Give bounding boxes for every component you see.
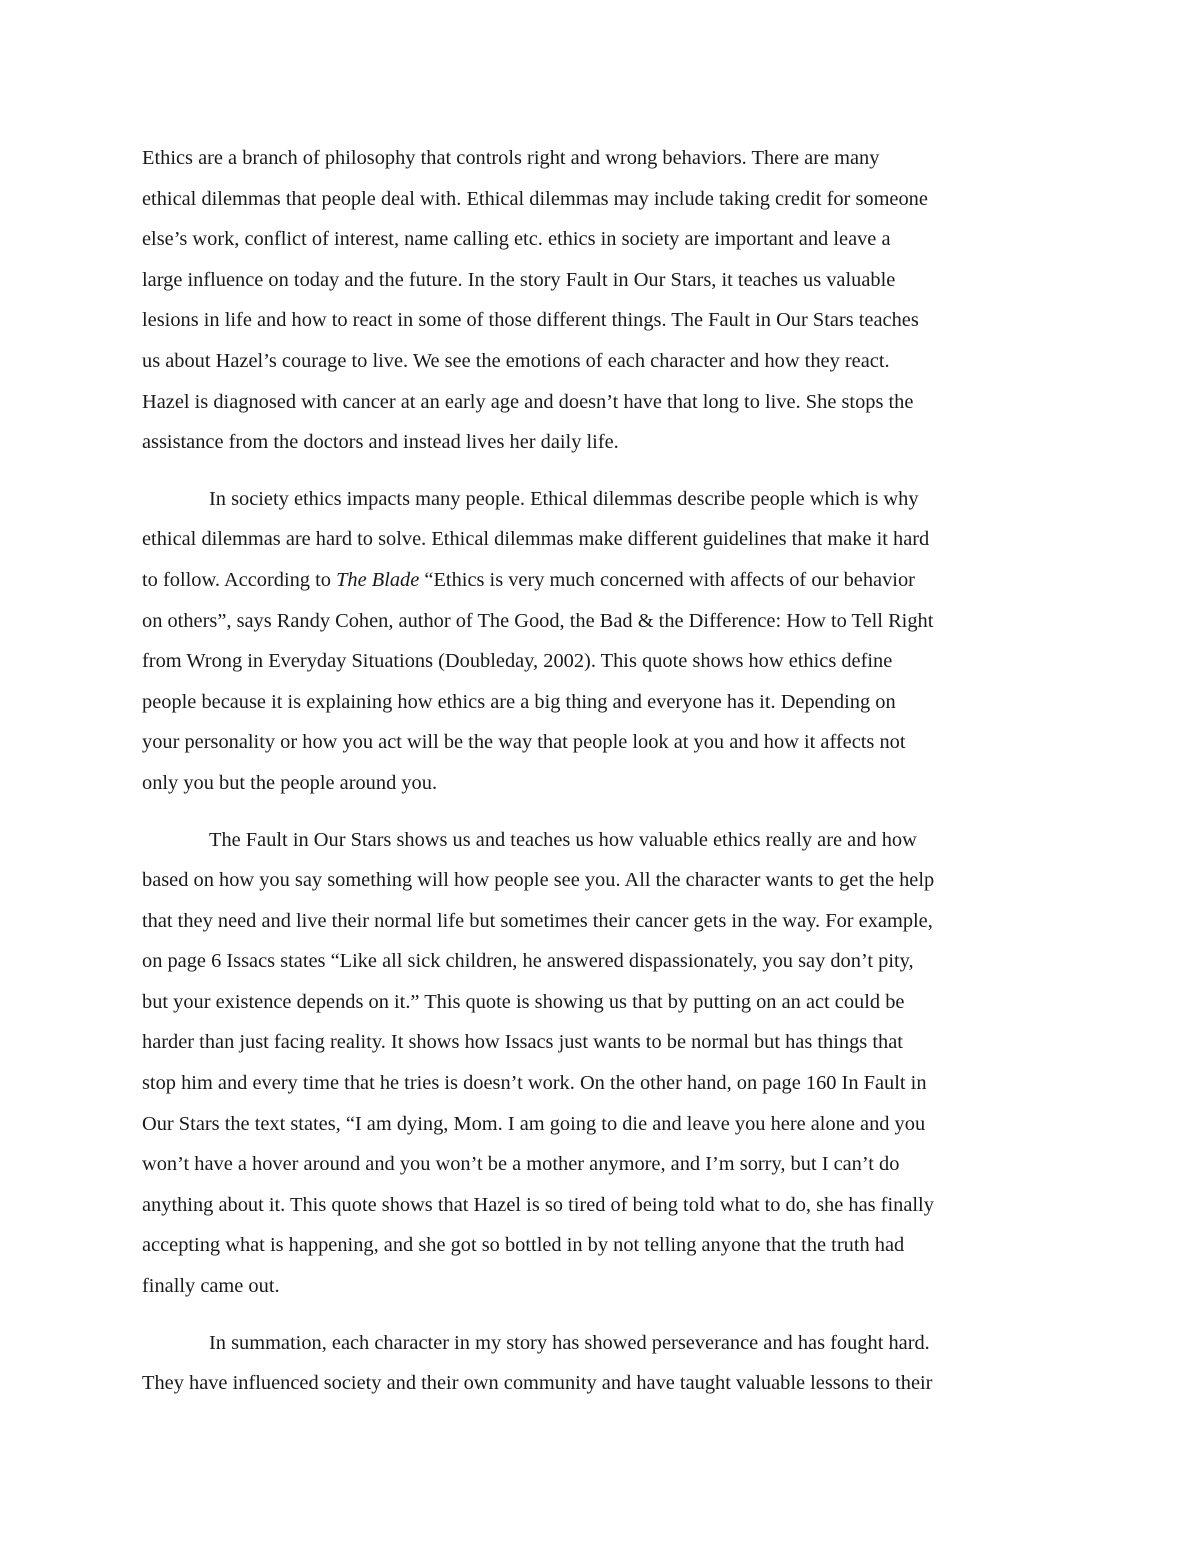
source-title-italic: The Blade	[336, 568, 420, 591]
text-line	[142, 1363, 1062, 1404]
text-span: to follow. According to	[142, 568, 337, 591]
text-line	[142, 260, 1062, 301]
paragraph-2	[142, 479, 1062, 804]
text-span: The Fault in Our Stars shows us and teaches us how valuable ethics really are and how	[209, 828, 917, 851]
text-line	[142, 179, 1062, 220]
text-line	[142, 300, 1062, 341]
text-line	[142, 479, 1062, 520]
text-span: that they need and live their normal life but sometimes their cancer gets in the way. For example,	[142, 909, 933, 932]
text-span: won’t have a hover around and you won’t be a mother anymore, and I’m sorry, but I can’t do	[142, 1153, 900, 1176]
text-line	[142, 1225, 1062, 1266]
paragraph-1	[142, 138, 1062, 463]
text-span: ethical dilemmas are hard to solve. Ethical dilemmas make different guidelines that make it hard	[142, 528, 930, 551]
paragraph-3	[142, 820, 1062, 1307]
text-span: on others”, says Randy Cohen, author of The Good, the Bad & the Difference: How to Tell Right	[142, 609, 934, 632]
text-line	[142, 601, 1062, 642]
text-line	[142, 341, 1062, 382]
text-span: based on how you say something will how people see you. All the character wants to get the help	[142, 869, 935, 892]
text-span: only you but the people around you.	[142, 771, 438, 794]
text-span: your personality or how you act will be the way that people look at you and how it affects not	[142, 731, 906, 754]
text-line	[142, 901, 1062, 942]
text-span: Ethics are a branch of philosophy that controls right and wrong behaviors. There are many	[142, 147, 880, 169]
text-line	[142, 641, 1062, 682]
text-span: assistance from the doctors and instead lives her daily life.	[142, 431, 619, 454]
text-span: ethical dilemmas that people deal with. Ethical dilemmas may include taking credit for someone	[142, 187, 928, 210]
text-span: harder than just facing reality. It shows how Issacs just wants to be normal but has things that	[142, 1031, 903, 1054]
text-line	[142, 1323, 1062, 1364]
text-span: “Ethics is very much concerned with affects of our behavior	[419, 568, 915, 591]
text-line	[142, 682, 1062, 723]
text-span: but your existence depends on it.” This quote is showing us that by putting on an act could be	[142, 990, 905, 1013]
text-span: In summation, each character in my story has showed perseverance and has fought hard.	[209, 1331, 930, 1354]
text-span: people because it is explaining how ethics are a big thing and everyone has it. Depending on	[142, 690, 896, 713]
text-line	[142, 982, 1062, 1023]
text-line	[142, 860, 1062, 901]
text-span: In society ethics impacts many people. Ethical dilemmas describe people which is why	[209, 487, 919, 510]
text-line	[142, 1022, 1062, 1063]
text-span: from Wrong in Everyday Situations (Doubleday, 2002). This quote shows how ethics define	[142, 650, 893, 673]
text-line	[142, 820, 1062, 861]
text-line	[142, 941, 1062, 982]
text-span: anything about it. This quote shows that Hazel is so tired of being told what to do, she has finally	[142, 1193, 934, 1216]
text-span: accepting what is happening, and she got so bottled in by not telling anyone that the truth had	[142, 1234, 905, 1257]
text-span: on page 6 Issacs states “Like all sick children, he answered dispassionately, you say don’t pity,	[142, 950, 914, 973]
text-span: stop him and every time that he tries is doesn’t work. On the other hand, on page 160 In Fault in	[142, 1072, 927, 1095]
paragraph-4	[142, 1323, 1062, 1404]
text-span: finally came out.	[142, 1275, 280, 1298]
text-line	[142, 138, 1062, 179]
text-line	[142, 1185, 1062, 1226]
text-span: Hazel is diagnosed with cancer at an early age and doesn’t have that long to live. She stops the	[142, 390, 914, 413]
text-line	[142, 1266, 1062, 1307]
text-line	[142, 519, 1062, 560]
text-line	[142, 1104, 1062, 1145]
text-span: Our Stars the text states, “I am dying, Mom. I am going to die and leave you here alone and you	[142, 1112, 926, 1135]
text-line	[142, 560, 1062, 601]
text-line	[142, 763, 1062, 804]
text-line	[142, 422, 1062, 463]
text-span: us about Hazel’s courage to live. We see the emotions of each character and how they react.	[142, 349, 890, 372]
essay-body	[142, 138, 1062, 1420]
text-span: else’s work, conflict of interest, name calling etc. ethics in society are important and leave a	[142, 228, 891, 251]
text-span: lesions in life and how to react in some of those different things. The Fault in Our Stars teaches	[142, 309, 919, 332]
text-span: They have influenced society and their own community and have taught valuable lessons to their	[142, 1372, 933, 1395]
text-line	[142, 722, 1062, 763]
text-line	[142, 382, 1062, 423]
text-line	[142, 1063, 1062, 1104]
text-span: large influence on today and the future. In the story Fault in Our Stars, it teaches us valuable	[142, 268, 896, 291]
text-line	[142, 1144, 1062, 1185]
text-line	[142, 219, 1062, 260]
